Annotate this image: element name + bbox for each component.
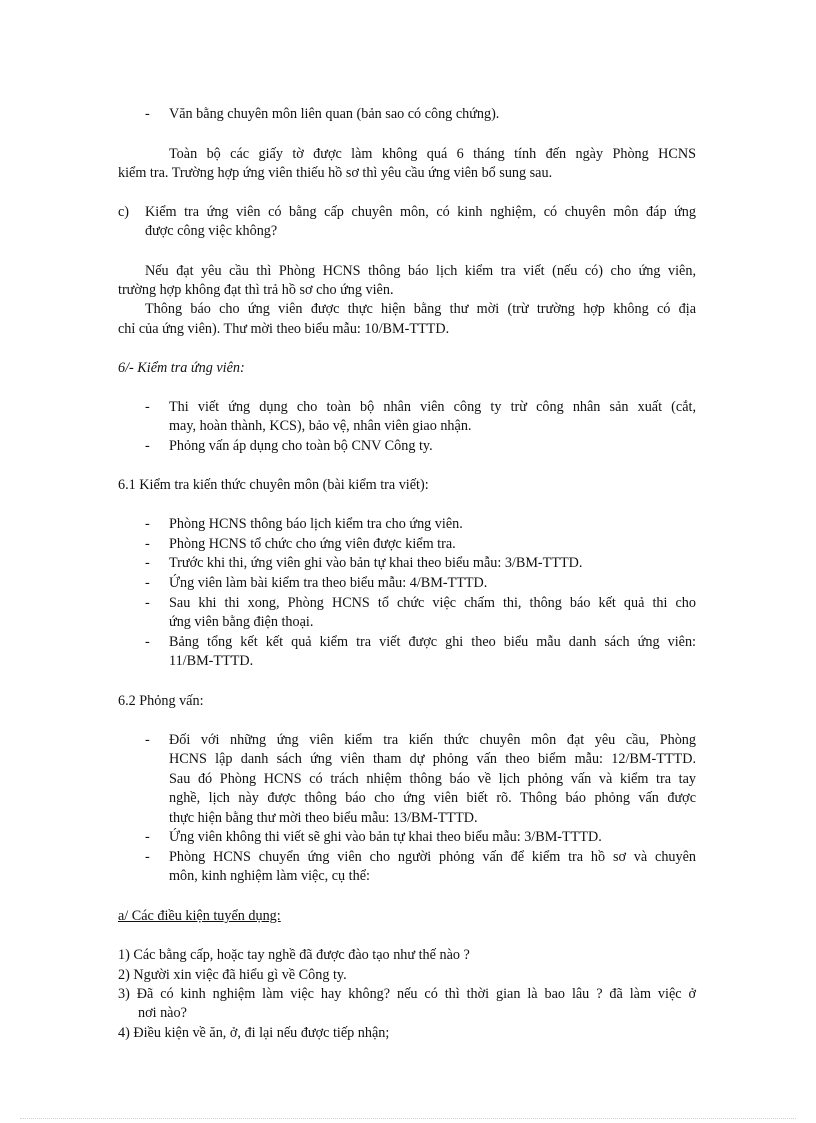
paragraph-line: Nếu đạt yêu cầu thì Phòng HCNS thông báo lịch kiểm tra viết (nếu có) cho ứng viên, xyxy=(145,263,696,279)
bullet-dash: - xyxy=(145,516,150,532)
list-item: Phòng HCNS chuyển ứng viên cho người phỏng vấn để kiểm tra hồ sơ và chuyên xyxy=(169,849,696,865)
list-item-continuation: nghề, lịch này được thông báo cho ứng viên biết rõ. Thông báo phỏng vấn được xyxy=(169,790,696,806)
list-item-continuation: may, hoàn thành, KCS), bảo vệ, nhân viên giao nhận. xyxy=(169,418,472,434)
paragraph-line: kiểm tra. Trường hợp ứng viên thiếu hồ sơ thì yêu cầu ứng viên bổ sung sau. xyxy=(118,165,553,181)
list-item: Đối với những ứng viên kiểm tra kiến thức chuyên môn đạt yêu cầu, Phòng xyxy=(169,732,696,748)
bullet-dash: - xyxy=(145,106,150,122)
bullet-dash: - xyxy=(145,732,150,748)
paragraph-line: trường hợp không đạt thì trả hồ sơ cho ứng viên. xyxy=(118,282,394,298)
bullet-dash: - xyxy=(145,634,150,650)
section-heading: a/ Các điều kiện tuyển dụng: xyxy=(118,908,281,924)
list-item: Ứng viên không thi viết sẽ ghi vào bản tự khai theo biểu mẫu: 3/BM-TTTD. xyxy=(169,829,602,845)
list-item-continuation: Sau đó Phòng HCNS có trách nhiệm thông báo về lịch phỏng vấn và kiểm tra tay xyxy=(169,771,696,787)
numbered-item: 2) Người xin việc đã hiểu gì về Công ty. xyxy=(118,967,347,983)
list-item-continuation: ứng viên bằng điện thoại. xyxy=(169,614,314,630)
bullet-dash: - xyxy=(145,399,150,415)
section-heading: 6.2 Phỏng vấn: xyxy=(118,693,204,709)
bullet-dash: - xyxy=(145,536,150,552)
paragraph-line: Toàn bộ các giấy tờ được làm không quá 6 tháng tính đến ngày Phòng HCNS xyxy=(169,146,696,162)
list-item: Phỏng vấn áp dụng cho toàn bộ CNV Công ty. xyxy=(169,438,433,454)
list-item-continuation: 11/BM-TTTD. xyxy=(169,653,254,669)
bullet-dash: - xyxy=(145,438,150,454)
numbered-item: 3) Đã có kinh nghiệm làm việc hay không? nếu có thì thời gian là bao lâu ? đã làm việc ở xyxy=(118,986,696,1002)
bullet-dash: - xyxy=(145,575,150,591)
numbered-item-continuation: nơi nào? xyxy=(138,1005,187,1021)
list-item: Thi viết ứng dụng cho toàn bộ nhân viên công ty trừ công nhân sản xuất (cắt, xyxy=(169,399,696,415)
paragraph-line: Thông báo cho ứng viên được thực hiện bằng thư mời (trừ trường hợp không có địa xyxy=(145,301,696,317)
paragraph-line: Kiểm tra ứng viên có bằng cấp chuyên môn, có kinh nghiệm, có chuyên môn đáp ứng xyxy=(145,204,696,220)
paragraph-line: được công việc không? xyxy=(145,223,278,239)
list-item: Ứng viên làm bài kiểm tra theo biểu mẫu: 4/BM-TTTD. xyxy=(169,575,488,591)
list-item-continuation: HCNS lập danh sách ứng viên tham dự phỏng vấn theo biểm mẫu: 12/BM-TTTD. xyxy=(169,751,696,767)
numbered-item: 4) Điều kiện về ăn, ở, đi lại nếu được tiếp nhận; xyxy=(118,1025,390,1041)
section-heading: 6/- Kiểm tra ứng viên: xyxy=(118,360,245,376)
list-item: Sau khi thi xong, Phòng HCNS tổ chức việc chấm thi, thông báo kết quả thi cho xyxy=(169,595,696,611)
list-item: Bảng tổng kết kết quả kiểm tra viết được ghi theo biểu mẫu danh sách ứng viên: xyxy=(169,634,696,650)
section-heading: 6.1 Kiểm tra kiến thức chuyên môn (bài kiểm tra viết): xyxy=(118,477,429,493)
bullet-dash: - xyxy=(145,595,150,611)
list-item-continuation: môn, kinh nghiệm làm việc, cụ thể: xyxy=(169,868,370,884)
bullet-dash: - xyxy=(145,555,150,571)
paragraph-line: chỉ của ứng viên). Thư mời theo biểu mẫu: 10/BM-TTTD. xyxy=(118,321,450,337)
list-item-continuation: thực hiện bằng thư mời theo biểu mẫu: 13/BM-TTTD. xyxy=(169,810,478,826)
list-item: Phòng HCNS thông báo lịch kiểm tra cho ứng viên. xyxy=(169,516,463,532)
list-marker: c) xyxy=(118,204,130,220)
numbered-item: 1) Các bằng cấp, hoặc tay nghề đã được đào tạo như thế nào ? xyxy=(118,947,470,963)
bullet-dash: - xyxy=(145,829,150,845)
page-bottom-rule xyxy=(20,1118,796,1119)
bullet-dash: - xyxy=(145,849,150,865)
list-item: Văn bằng chuyên môn liên quan (bản sao có công chứng). xyxy=(169,106,500,122)
list-item: Trước khi thi, ứng viên ghi vào bản tự khai theo biểu mẫu: 3/BM-TTTD. xyxy=(169,555,583,571)
list-item: Phòng HCNS tổ chức cho ứng viên được kiểm tra. xyxy=(169,536,456,552)
